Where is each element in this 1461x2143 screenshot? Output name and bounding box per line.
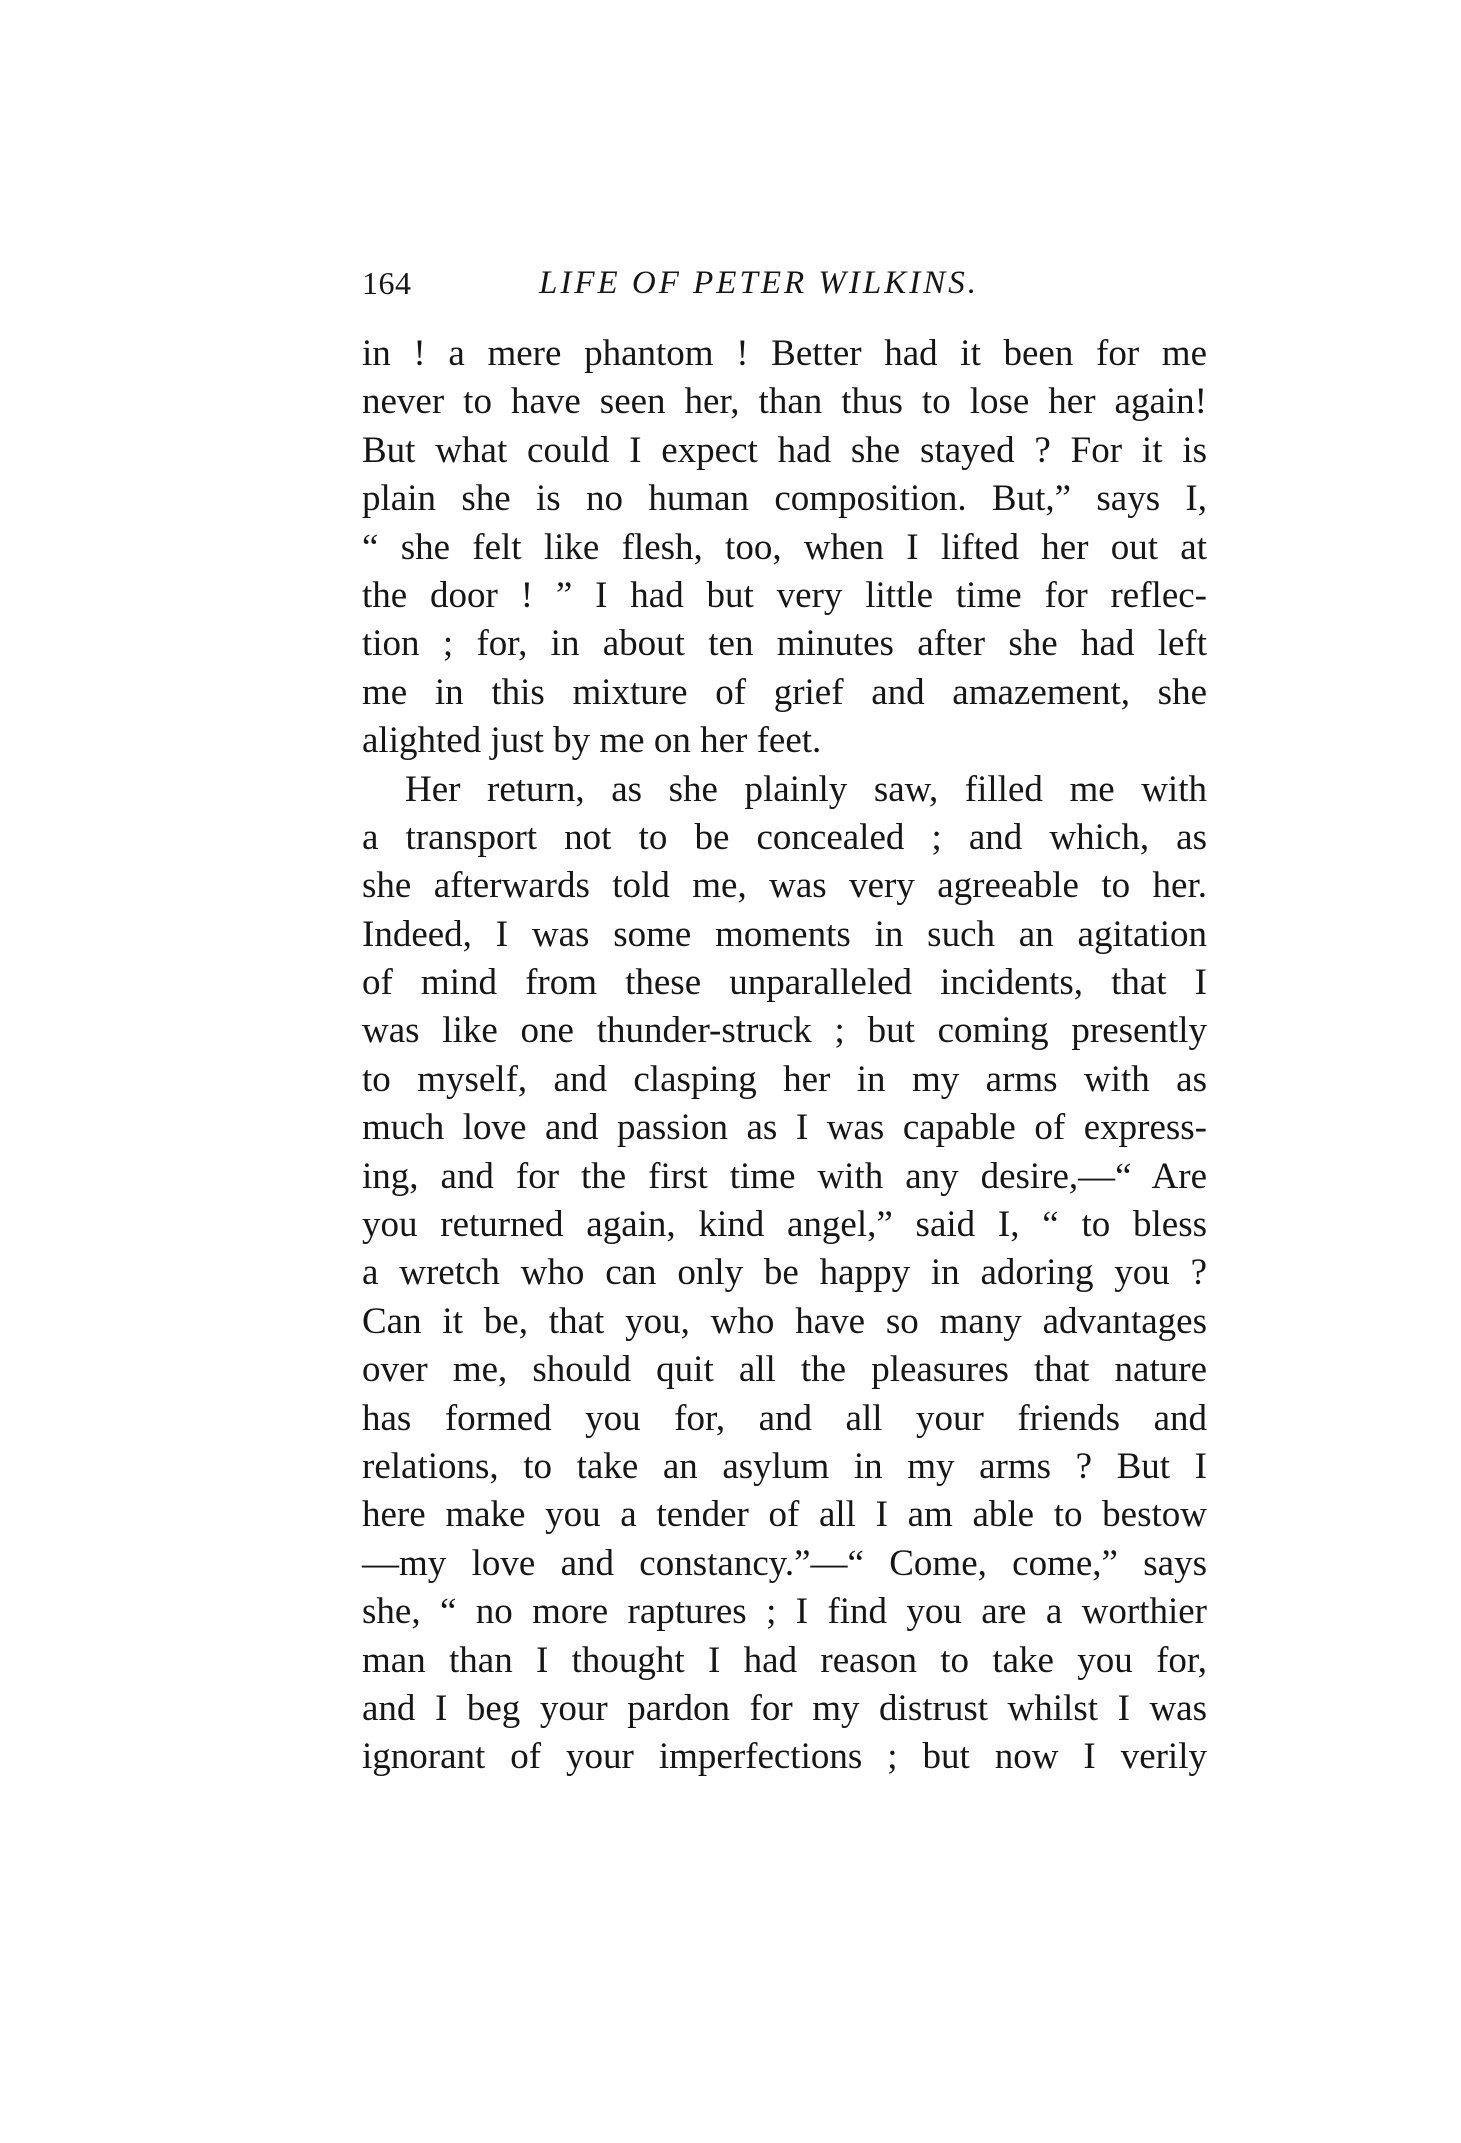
- text-line: never to have seen her, than thus to lose her again!: [362, 381, 1207, 423]
- paragraph-end-line: alighted just by me on her feet.: [362, 720, 822, 762]
- text-line: man than I thought I had reason to take you for,: [362, 1639, 1207, 1681]
- text-line: here make you a tender of all I am able to bestow: [362, 1494, 1207, 1536]
- text-line: has formed you for, and all your friends and: [362, 1397, 1207, 1439]
- running-title: LIFE OF PETER WILKINS.: [539, 265, 979, 301]
- text-line: over me, should quit all the pleasures that nature: [362, 1349, 1207, 1391]
- running-head: [362, 258, 1207, 308]
- page-number: 164: [362, 265, 412, 301]
- text-line: me in this mixture of grief and amazement, she: [362, 671, 1207, 713]
- text-line: much love and passion as I was capable of express-: [362, 1107, 1207, 1149]
- text-line: to myself, and clasping her in my arms with as: [362, 1058, 1207, 1100]
- body-text: [362, 330, 1207, 1782]
- text-line: ignorant of your imperfections ; but now I verily: [362, 1736, 1207, 1778]
- text-line: Indeed, I was some moments in such an agitation: [362, 913, 1207, 955]
- text-line: and I beg your pardon for my distrust whilst I was: [362, 1687, 1207, 1729]
- text-line: she afterwards told me, was very agreeable to her.: [362, 865, 1207, 907]
- text-line: “ she felt like flesh, too, when I lifted her out at: [362, 526, 1207, 568]
- text-line: you returned again, kind angel,” said I, “ to bless: [362, 1204, 1207, 1246]
- text-line: But what could I expect had she stayed ? For it is: [362, 429, 1207, 471]
- text-line: ing, and for the first time with any desire,—“ Are: [362, 1155, 1207, 1197]
- text-line: of mind from these unparalleled incidents, that I: [362, 962, 1207, 1004]
- text-line: relations, to take an asylum in my arms ? But I: [362, 1445, 1207, 1487]
- text-line: tion ; for, in about ten minutes after she had left: [362, 623, 1207, 665]
- paragraph-start-line: Her return, as she plainly saw, filled me with: [405, 768, 1207, 810]
- text-line: the door ! ” I had but very little time for reflec-: [362, 574, 1207, 616]
- text-line: she, “ no more raptures ; I find you are a worthier: [362, 1591, 1207, 1633]
- text-line: plain she is no human composition. But,” says I,: [362, 478, 1207, 520]
- text-line: Can it be, that you, who have so many advantages: [362, 1300, 1207, 1342]
- text-line: in ! a mere phantom ! Better had it been for me: [362, 333, 1207, 374]
- text-line: a transport not to be concealed ; and which, as: [362, 816, 1207, 858]
- text-line: —my love and constancy.”—“ Come, come,” says: [362, 1542, 1207, 1584]
- text-line: was like one thunder-struck ; but coming presently: [362, 1010, 1207, 1052]
- text-line: a wretch who can only be happy in adoring you ?: [362, 1252, 1207, 1294]
